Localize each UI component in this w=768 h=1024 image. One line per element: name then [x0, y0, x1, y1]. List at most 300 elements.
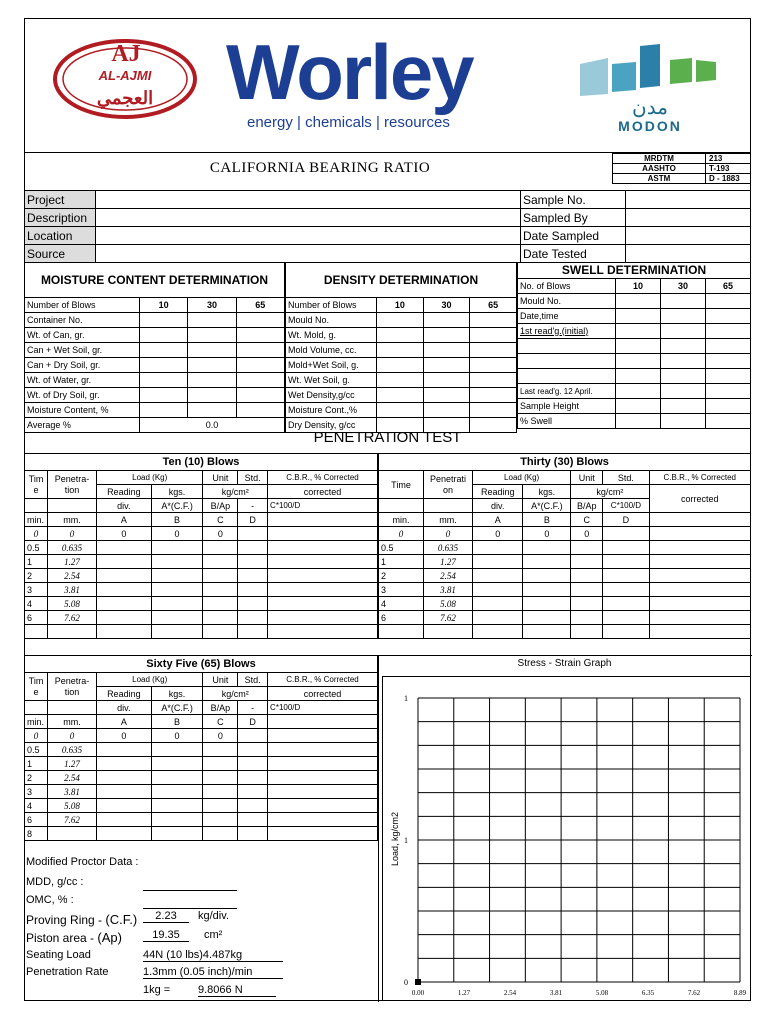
- h-dash: -: [238, 701, 268, 715]
- unit-c-cell[interactable]: [203, 611, 238, 625]
- cell[interactable]: [188, 388, 236, 403]
- cell[interactable]: [236, 358, 284, 373]
- cell[interactable]: [188, 313, 236, 328]
- cell[interactable]: [616, 369, 661, 384]
- unit-c-cell[interactable]: [203, 583, 238, 597]
- cell[interactable]: [423, 343, 470, 358]
- info-value[interactable]: [96, 227, 521, 245]
- sample-info-table: [24, 190, 751, 263]
- std-d-cell[interactable]: [603, 555, 649, 569]
- load-b-cell[interactable]: [523, 611, 571, 625]
- cbr-corrected-cell[interactable]: [649, 583, 751, 597]
- cell[interactable]: [616, 354, 661, 369]
- cell[interactable]: [423, 388, 470, 403]
- h-cbr: C.B.R., % Corrected: [268, 471, 378, 485]
- unit-c-cell[interactable]: [203, 827, 238, 841]
- stress-strain-chart: [382, 676, 750, 1000]
- cell[interactable]: [660, 294, 705, 309]
- cell[interactable]: [660, 324, 705, 339]
- swell-row-label: Sample Height: [518, 399, 616, 414]
- reading-a-cell[interactable]: [97, 569, 152, 583]
- cell[interactable]: [660, 354, 705, 369]
- cell[interactable]: [236, 313, 284, 328]
- reading-a-cell[interactable]: 0: [473, 527, 523, 541]
- cell[interactable]: [377, 358, 424, 373]
- unit-c-cell[interactable]: [571, 541, 603, 555]
- ring-value: 2.23: [143, 910, 189, 923]
- cbr-corrected-cell[interactable]: [649, 527, 751, 541]
- cell[interactable]: [616, 414, 661, 429]
- reading-a-cell[interactable]: [97, 743, 152, 757]
- load-b-cell[interactable]: [151, 583, 203, 597]
- cell[interactable]: [470, 373, 517, 388]
- density-row-label: Wt. Wet Soil, g.: [286, 373, 377, 388]
- reading-a-cell[interactable]: [473, 611, 523, 625]
- cell[interactable]: [140, 388, 188, 403]
- info-label: Location: [25, 227, 96, 245]
- blows-30: 30: [660, 279, 705, 294]
- table-row: [379, 555, 751, 569]
- h-min: min.: [25, 513, 48, 527]
- cell[interactable]: [140, 313, 188, 328]
- cell[interactable]: [188, 358, 236, 373]
- swell-row-label: [518, 354, 616, 369]
- cell[interactable]: [423, 373, 470, 388]
- h-d: D: [238, 513, 268, 527]
- std-d-cell[interactable]: [238, 743, 268, 757]
- cell[interactable]: [705, 354, 750, 369]
- reading-a-cell[interactable]: [97, 799, 152, 813]
- time-cell: 6: [25, 813, 48, 827]
- penetration-cell: 7.62: [424, 611, 473, 625]
- h-kgs: kgs.: [151, 485, 203, 499]
- cell[interactable]: [616, 384, 661, 399]
- cbr-corrected-cell[interactable]: [268, 527, 378, 541]
- cell[interactable]: [470, 358, 517, 373]
- cell[interactable]: [616, 309, 661, 324]
- cbr-corrected-cell[interactable]: [649, 611, 751, 625]
- cell[interactable]: [705, 294, 750, 309]
- cbr-corrected-cell[interactable]: [268, 757, 378, 771]
- cell[interactable]: [660, 309, 705, 324]
- std-d-cell[interactable]: [238, 827, 268, 841]
- rate-value: 1.3mm (0.05 inch)/min: [143, 966, 283, 979]
- piston-label: [26, 930, 122, 945]
- h-std: Std.: [603, 471, 649, 485]
- swell-blows-label: No. of Blows: [518, 279, 616, 294]
- std-d-cell[interactable]: [603, 541, 649, 555]
- ten-blows-title: Ten (10) Blows: [25, 454, 378, 471]
- kg-value: 9.8066 N: [198, 984, 276, 997]
- cbr-corrected-cell[interactable]: [268, 611, 378, 625]
- x-tick-label: 5.08: [595, 989, 609, 997]
- unit-c-cell[interactable]: 0: [571, 527, 603, 541]
- time-cell: 4: [379, 597, 424, 611]
- cell[interactable]: [705, 324, 750, 339]
- form-title: CALIFORNIA BEARING RATIO: [209, 160, 431, 176]
- blows-10: 10: [377, 298, 424, 313]
- cell[interactable]: [470, 328, 517, 343]
- h-reading: Reading: [473, 485, 523, 499]
- time-cell: 0: [25, 729, 48, 743]
- cell[interactable]: [377, 403, 424, 418]
- empty-cell[interactable]: [238, 625, 268, 639]
- cbr-corrected-cell[interactable]: [268, 743, 378, 757]
- unit-c-cell[interactable]: [571, 583, 603, 597]
- cell[interactable]: [470, 403, 517, 418]
- unit-c-cell[interactable]: [203, 813, 238, 827]
- reading-a-cell[interactable]: 0: [97, 729, 152, 743]
- cell[interactable]: [188, 373, 236, 388]
- std-d-cell[interactable]: [238, 729, 268, 743]
- x-tick-label: 2.54: [503, 989, 517, 997]
- load-b-cell[interactable]: [523, 569, 571, 583]
- table-row: [379, 597, 751, 611]
- h-cbr: C.B.R., % Corrected: [649, 471, 751, 485]
- cbr-corrected-cell[interactable]: [268, 799, 378, 813]
- unit-c-cell[interactable]: [203, 597, 238, 611]
- load-b-cell[interactable]: [151, 569, 203, 583]
- h-d: D: [238, 715, 268, 729]
- density-table: [285, 262, 517, 433]
- reading-a-cell[interactable]: [97, 827, 152, 841]
- worley-logo: Worley: [226, 28, 473, 116]
- unit-c-cell[interactable]: 0: [203, 729, 238, 743]
- cell[interactable]: [377, 343, 424, 358]
- std-d-cell[interactable]: [603, 527, 649, 541]
- h-d: D: [603, 513, 649, 527]
- std-d-cell[interactable]: [238, 771, 268, 785]
- load-b-cell[interactable]: 0: [151, 729, 203, 743]
- empty-cell[interactable]: [25, 625, 48, 639]
- cell[interactable]: [188, 343, 236, 358]
- y-tick-label: 1: [404, 836, 408, 845]
- info-value[interactable]: [96, 245, 521, 263]
- std-d-cell[interactable]: [238, 757, 268, 771]
- h-corrected: corrected: [268, 687, 378, 701]
- cell[interactable]: [660, 414, 705, 429]
- reading-a-cell[interactable]: [473, 555, 523, 569]
- reading-a-cell[interactable]: [97, 541, 152, 555]
- cell[interactable]: [470, 313, 517, 328]
- table-row: [25, 625, 378, 639]
- mdd-field[interactable]: [143, 890, 237, 891]
- empty-cell[interactable]: [473, 625, 523, 639]
- modon-text: MODON: [618, 118, 682, 134]
- ring-abbr: (C.F.): [105, 912, 138, 927]
- unit-c-cell[interactable]: [203, 541, 238, 555]
- time-cell: 1: [25, 555, 48, 569]
- h-std: Std.: [238, 471, 268, 485]
- unit-c-cell[interactable]: 0: [203, 527, 238, 541]
- info-value[interactable]: [626, 191, 751, 209]
- reading-a-cell[interactable]: [97, 757, 152, 771]
- cell[interactable]: [188, 328, 236, 343]
- reading-a-cell[interactable]: [97, 813, 152, 827]
- cbr-corrected-cell[interactable]: [268, 813, 378, 827]
- y-tick-label: 0: [404, 978, 408, 987]
- empty-cell[interactable]: [48, 625, 97, 639]
- table-row: [379, 541, 751, 555]
- time-cell: 6: [25, 611, 48, 625]
- std-d-cell[interactable]: [238, 555, 268, 569]
- h-bap: B/Ap: [571, 499, 603, 513]
- cell[interactable]: [236, 328, 284, 343]
- cbr-corrected-cell[interactable]: [268, 583, 378, 597]
- load-b-cell[interactable]: [523, 541, 571, 555]
- load-b-cell[interactable]: [151, 555, 203, 569]
- time-cell: 4: [25, 799, 48, 813]
- std-d-cell[interactable]: [238, 569, 268, 583]
- h-div: div.: [97, 499, 152, 513]
- cbr-corrected-cell[interactable]: [649, 555, 751, 569]
- unit-c-cell[interactable]: [571, 555, 603, 569]
- h-a: A: [97, 513, 152, 527]
- cell[interactable]: [377, 328, 424, 343]
- penetration-title: PENETRATION TEST: [313, 429, 462, 446]
- cell[interactable]: [236, 388, 284, 403]
- reading-a-cell[interactable]: [97, 771, 152, 785]
- std-d-cell[interactable]: [238, 597, 268, 611]
- swell-row-label: [518, 339, 616, 354]
- empty-cell[interactable]: [268, 625, 378, 639]
- cell[interactable]: [705, 414, 750, 429]
- time-cell: 2: [25, 569, 48, 583]
- load-b-cell[interactable]: [151, 799, 203, 813]
- cbr-corrected-cell[interactable]: [268, 729, 378, 743]
- unit-c-cell[interactable]: [571, 597, 603, 611]
- h-unit: Unit: [203, 471, 238, 485]
- x-tick-label: 7.62: [687, 989, 701, 997]
- h-bap: B/Ap: [203, 701, 238, 715]
- info-label: Sample No.: [521, 191, 626, 209]
- reading-a-cell[interactable]: [97, 597, 152, 611]
- penetration-cell: 2.54: [424, 569, 473, 583]
- load-b-cell[interactable]: [151, 827, 203, 841]
- swell-row-label: 1st read'g.(initial): [518, 324, 616, 339]
- table-row: [25, 569, 378, 583]
- unit-c-cell[interactable]: [571, 611, 603, 625]
- time-cell: 4: [25, 597, 48, 611]
- info-value[interactable]: [626, 245, 751, 263]
- time-cell: 0.5: [379, 541, 424, 555]
- cbr-corrected-cell[interactable]: [649, 597, 751, 611]
- time-cell: 1: [25, 757, 48, 771]
- moisture-row-label: Moisture Content, %: [25, 403, 140, 418]
- std-d-cell[interactable]: [238, 611, 268, 625]
- x-tick-label: 6.35: [641, 989, 655, 997]
- density-row-label: Mould No.: [286, 313, 377, 328]
- cell[interactable]: [188, 403, 236, 418]
- empty-cell[interactable]: [649, 625, 751, 639]
- cbr-corrected-cell[interactable]: [268, 541, 378, 555]
- cell[interactable]: [705, 339, 750, 354]
- unit-c-cell[interactable]: [203, 799, 238, 813]
- cell[interactable]: [423, 328, 470, 343]
- empty-cell[interactable]: [523, 625, 571, 639]
- time-cell: 0: [25, 527, 48, 541]
- h-cbr: C.B.R., % Corrected: [268, 673, 378, 687]
- info-value[interactable]: [626, 209, 751, 227]
- load-b-cell[interactable]: [523, 597, 571, 611]
- unit-c-cell[interactable]: [203, 743, 238, 757]
- cell[interactable]: [140, 343, 188, 358]
- load-b-cell[interactable]: [151, 785, 203, 799]
- blows-10: 10: [140, 298, 188, 313]
- chart-title: Stress - Strain Graph: [517, 658, 612, 669]
- cell[interactable]: [470, 388, 517, 403]
- cbr-corrected-cell[interactable]: [268, 771, 378, 785]
- h-c100d: C*100/D: [268, 499, 378, 513]
- cell[interactable]: [705, 309, 750, 324]
- cbr-corrected-cell[interactable]: [649, 569, 751, 583]
- load-b-cell[interactable]: [151, 743, 203, 757]
- cell[interactable]: [660, 399, 705, 414]
- cbr-corrected-cell[interactable]: [649, 541, 751, 555]
- load-b-cell[interactable]: [151, 597, 203, 611]
- cbr-corrected-cell[interactable]: [268, 555, 378, 569]
- time-cell: 0: [379, 527, 424, 541]
- piston-abbr: (Ap): [97, 930, 122, 945]
- reading-a-cell[interactable]: 0: [97, 527, 152, 541]
- reading-a-cell[interactable]: [97, 785, 152, 799]
- info-value[interactable]: [96, 191, 521, 209]
- reading-a-cell[interactable]: [473, 583, 523, 597]
- cbr-corrected-cell[interactable]: [268, 827, 378, 841]
- empty-cell[interactable]: [571, 625, 603, 639]
- cell[interactable]: [236, 403, 284, 418]
- time-cell: 1: [379, 555, 424, 569]
- cell[interactable]: [616, 324, 661, 339]
- cell[interactable]: [377, 388, 424, 403]
- load-b-cell[interactable]: 0: [151, 527, 203, 541]
- h-mm: mm.: [424, 513, 473, 527]
- reading-a-cell[interactable]: [97, 555, 152, 569]
- load-b-cell[interactable]: 0: [523, 527, 571, 541]
- h-kgcm: kg/cm²: [203, 687, 268, 701]
- load-b-cell[interactable]: [151, 541, 203, 555]
- unit-c-cell[interactable]: [203, 555, 238, 569]
- std-d-cell[interactable]: [238, 583, 268, 597]
- cbr-corrected-cell[interactable]: [268, 597, 378, 611]
- std-d-cell[interactable]: [603, 597, 649, 611]
- cell[interactable]: [377, 313, 424, 328]
- cell[interactable]: [140, 358, 188, 373]
- unit-c-cell[interactable]: [203, 757, 238, 771]
- cell[interactable]: [423, 313, 470, 328]
- load-b-cell[interactable]: [151, 813, 203, 827]
- info-value[interactable]: [626, 227, 751, 245]
- cell[interactable]: [236, 343, 284, 358]
- time-cell: 3: [25, 785, 48, 799]
- density-row-label: Mold+Wet Soil, g.: [286, 358, 377, 373]
- omc-field[interactable]: [143, 908, 237, 909]
- h-c: C: [203, 715, 238, 729]
- table-row: [25, 597, 378, 611]
- cell[interactable]: [423, 403, 470, 418]
- load-b-cell[interactable]: [523, 555, 571, 569]
- cbr-corrected-cell[interactable]: [268, 569, 378, 583]
- info-value[interactable]: [96, 209, 521, 227]
- cell[interactable]: [660, 339, 705, 354]
- time-cell: 3: [379, 583, 424, 597]
- cell[interactable]: [616, 339, 661, 354]
- h-mm: mm.: [48, 513, 97, 527]
- std-val: D - 1883: [706, 174, 751, 184]
- moisture-row-label: Can + Wet Soil, gr.: [25, 343, 140, 358]
- std-d-cell[interactable]: [238, 527, 268, 541]
- std-d-cell[interactable]: [238, 785, 268, 799]
- empty-cell[interactable]: [203, 625, 238, 639]
- h-a: A: [473, 513, 523, 527]
- moisture-row-label: Wt. of Can, gr.: [25, 328, 140, 343]
- info-label: Project: [25, 191, 96, 209]
- cell[interactable]: [705, 399, 750, 414]
- reading-a-cell[interactable]: [97, 611, 152, 625]
- empty-cell[interactable]: [424, 625, 473, 639]
- cell[interactable]: [377, 373, 424, 388]
- cell[interactable]: [660, 369, 705, 384]
- cell[interactable]: [660, 384, 705, 399]
- cell[interactable]: [705, 369, 750, 384]
- load-b-cell[interactable]: [151, 757, 203, 771]
- cell[interactable]: [140, 328, 188, 343]
- std-d-cell[interactable]: [603, 583, 649, 597]
- empty-cell[interactable]: [97, 625, 152, 639]
- load-b-cell[interactable]: [523, 583, 571, 597]
- std-d-cell[interactable]: [603, 569, 649, 583]
- h-div: div.: [97, 701, 152, 715]
- cell[interactable]: [236, 373, 284, 388]
- unit-c-cell[interactable]: [203, 569, 238, 583]
- load-b-cell[interactable]: [151, 611, 203, 625]
- y-tick-label: 1: [404, 694, 408, 703]
- h-load: Load (Kg): [473, 471, 571, 485]
- cell[interactable]: [470, 343, 517, 358]
- cell[interactable]: [616, 399, 661, 414]
- unit-c-cell[interactable]: [203, 771, 238, 785]
- unit-c-cell[interactable]: [571, 569, 603, 583]
- unit-c-cell[interactable]: [203, 785, 238, 799]
- cell[interactable]: [140, 403, 188, 418]
- cell[interactable]: [616, 294, 661, 309]
- std-d-cell[interactable]: [238, 799, 268, 813]
- reading-a-cell[interactable]: [473, 569, 523, 583]
- swell-row-label: Last read'g. 12 April.: [518, 384, 616, 399]
- empty-cell[interactable]: [379, 625, 424, 639]
- info-label: Source: [25, 245, 96, 263]
- std-d-cell[interactable]: [238, 541, 268, 555]
- load-b-cell[interactable]: [151, 771, 203, 785]
- cell[interactable]: [423, 358, 470, 373]
- penetration-cell: 0.635: [48, 743, 97, 757]
- empty-cell[interactable]: [603, 625, 649, 639]
- cell[interactable]: [705, 384, 750, 399]
- h-std: Std.: [238, 673, 268, 687]
- ring-unit: kg/div.: [198, 910, 229, 922]
- std-d-cell[interactable]: [603, 611, 649, 625]
- h-c100d: C*100/D: [268, 701, 378, 715]
- reading-a-cell[interactable]: [97, 583, 152, 597]
- cbr-corrected-cell[interactable]: [268, 785, 378, 799]
- h-acf: A*(C.F.): [523, 499, 571, 513]
- std-d-cell[interactable]: [238, 813, 268, 827]
- reading-a-cell[interactable]: [473, 541, 523, 555]
- reading-a-cell[interactable]: [473, 597, 523, 611]
- time-cell: 6: [379, 611, 424, 625]
- empty-cell[interactable]: [151, 625, 203, 639]
- cell[interactable]: [140, 373, 188, 388]
